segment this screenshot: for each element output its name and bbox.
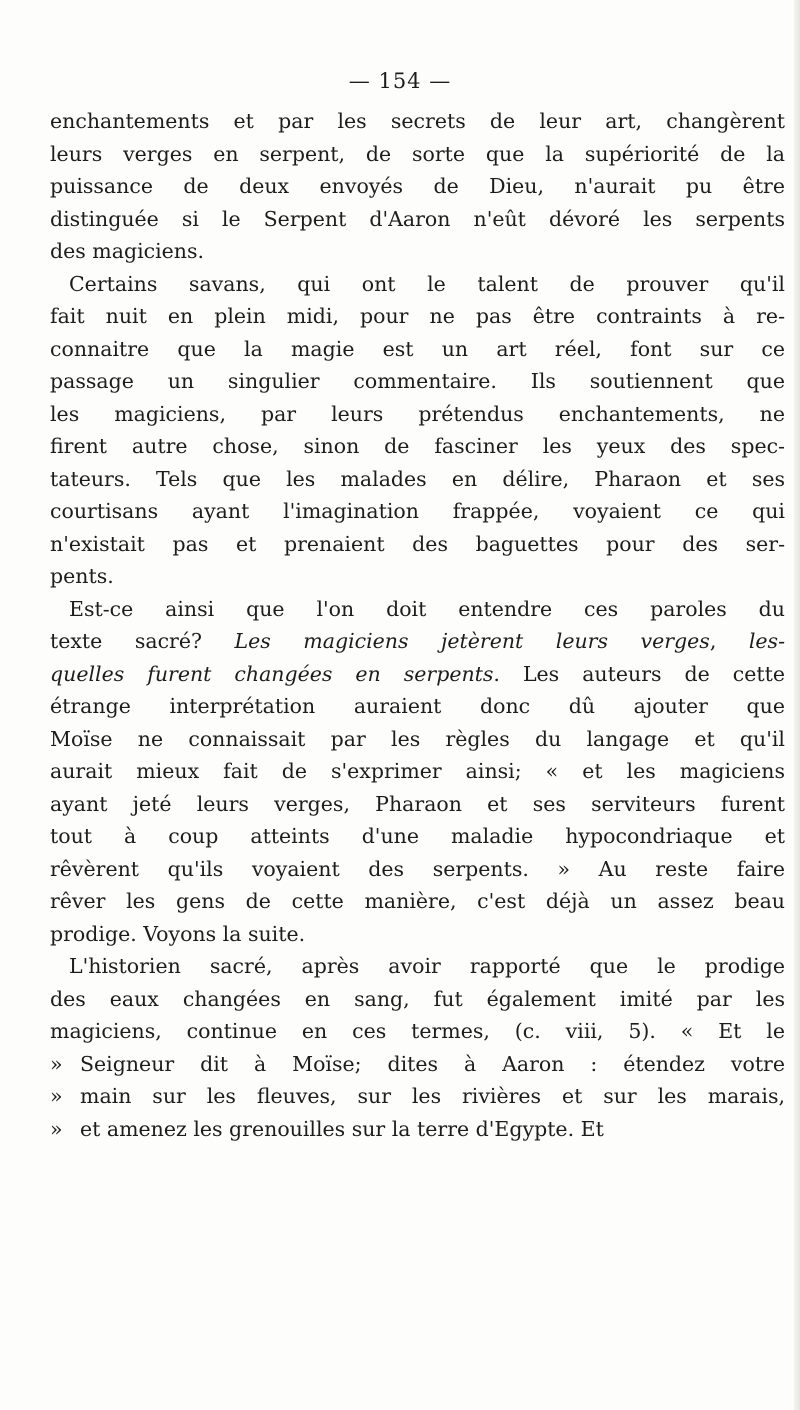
body-text [50,105,785,1145]
text-run: fait nuit en plein midi, pour ne pas être contraints à re- [50,304,785,328]
text-line [50,658,785,691]
text-run: leurs verges en serpent, de sorte que la supériorité de la [50,141,785,166]
text-run: courtisans ayant l'imagination frappée, voyaient ce qui [50,499,785,523]
text-run: puissance de deux envoyés de Dieu, n'aurait pu être [50,174,785,198]
text-run: ayant jeté leurs verges, Pharaon et ses serviteurs furent [50,791,785,816]
text-run: , [709,629,749,653]
text-run: Moïse ne connaissait par les règles du langage et qu'il [50,726,785,751]
italic-text: les- [748,629,785,653]
text-run: des eaux changées en sang, fut également imité par les [50,986,785,1011]
italic-text: quelles furent changées en serpents [50,661,494,686]
text-line [50,235,785,268]
text-run: L'historien sacré, après avoir rapporté que le prodige [69,954,785,978]
text-line [50,138,785,171]
text-run: aurait mieux fait de s'exprimer ainsi; « et les magiciens [50,759,785,783]
text-line [50,560,785,593]
text-line [50,365,785,398]
text-run: pents. [50,564,114,588]
text-run: distinguée si le Serpent d'Aaron n'eût dévoré les serpents [50,206,785,231]
text-line [50,333,785,366]
quote-mark: » [50,1051,63,1076]
text-line [50,853,785,886]
text-run: rêver les gens de cette manière, c'est déjà un assez beau [50,889,785,913]
text-line [50,723,785,756]
italic-text: Les magiciens jetèrent leurs verges [234,629,710,653]
text-run: connaitre que la magie est un art réel, font sur ce [50,336,785,361]
text-run: rêvèrent qu'ils voyaient des serpents. » Au reste faire [50,856,785,881]
text-line [50,495,785,528]
text-line [50,690,785,723]
text-line [50,268,785,301]
text-run: prodige. Voyons la suite. [50,921,306,946]
text-line [50,1015,785,1048]
page-number: — 154 — [348,69,452,93]
text-line [50,788,785,821]
text-run: Seigneur dit à Moïse; dites à Aaron : étendez votre [80,1051,785,1076]
text-run: tout à coup atteints d'une maladie hypocondriaque et [50,824,785,848]
text-run: et amenez les grenouilles sur la terre d'Egypte. Et [80,1116,604,1141]
text-run: tateurs. Tels que les malades en délire, Pharaon et ses [50,466,785,491]
quoted-text [80,1113,785,1146]
text-run: passage un singulier commentaire. Ils soutiennent que [50,369,785,393]
text-line [50,463,785,496]
text-line [50,1080,785,1113]
quote-mark: » [50,1116,63,1141]
text-line [50,755,785,788]
text-run: . Les auteurs de cette [493,661,786,686]
quote-mark: » [50,1084,63,1108]
text-line [50,950,785,983]
quoted-text [80,1080,785,1113]
text-run: les magiciens, par leurs prétendus enchantements, ne [50,401,785,426]
text-run: main sur les fleuves, sur les rivières et sur les marais, [80,1084,785,1108]
text-run: Est-ce ainsi que l'on doit entendre ces paroles du [69,596,785,621]
quoted-text [80,1048,785,1081]
text-line [50,300,785,333]
text-run: des magiciens. [50,239,205,263]
page-edge-shadow [794,0,800,1410]
text-line [50,528,785,561]
text-run: texte sacré? [50,629,235,653]
text-line [50,593,785,626]
text-line [50,1048,785,1081]
text-line [50,1113,785,1146]
text-line [50,430,785,463]
text-run: étrange interprétation auraient donc dû ajouter que [50,694,785,718]
text-line [50,398,785,431]
text-line [50,170,785,203]
text-run: enchantements et par les secrets de leur art, changèrent [50,109,785,133]
text-line [50,885,785,918]
text-line [50,983,785,1016]
text-run: n'existait pas et prenaient des baguettes pour des ser- [50,531,785,556]
text-line [50,105,785,138]
text-line [50,820,785,853]
text-run: magiciens, continue en ces termes, (c. viii, 5). « Et le [50,1019,785,1043]
text-line [50,203,785,236]
text-line [50,918,785,951]
text-line [50,625,785,658]
text-run: firent autre chose, sinon de fasciner les yeux des spec- [50,434,785,458]
text-run: Certains savans, qui ont le talent de prouver qu'il [69,271,785,296]
